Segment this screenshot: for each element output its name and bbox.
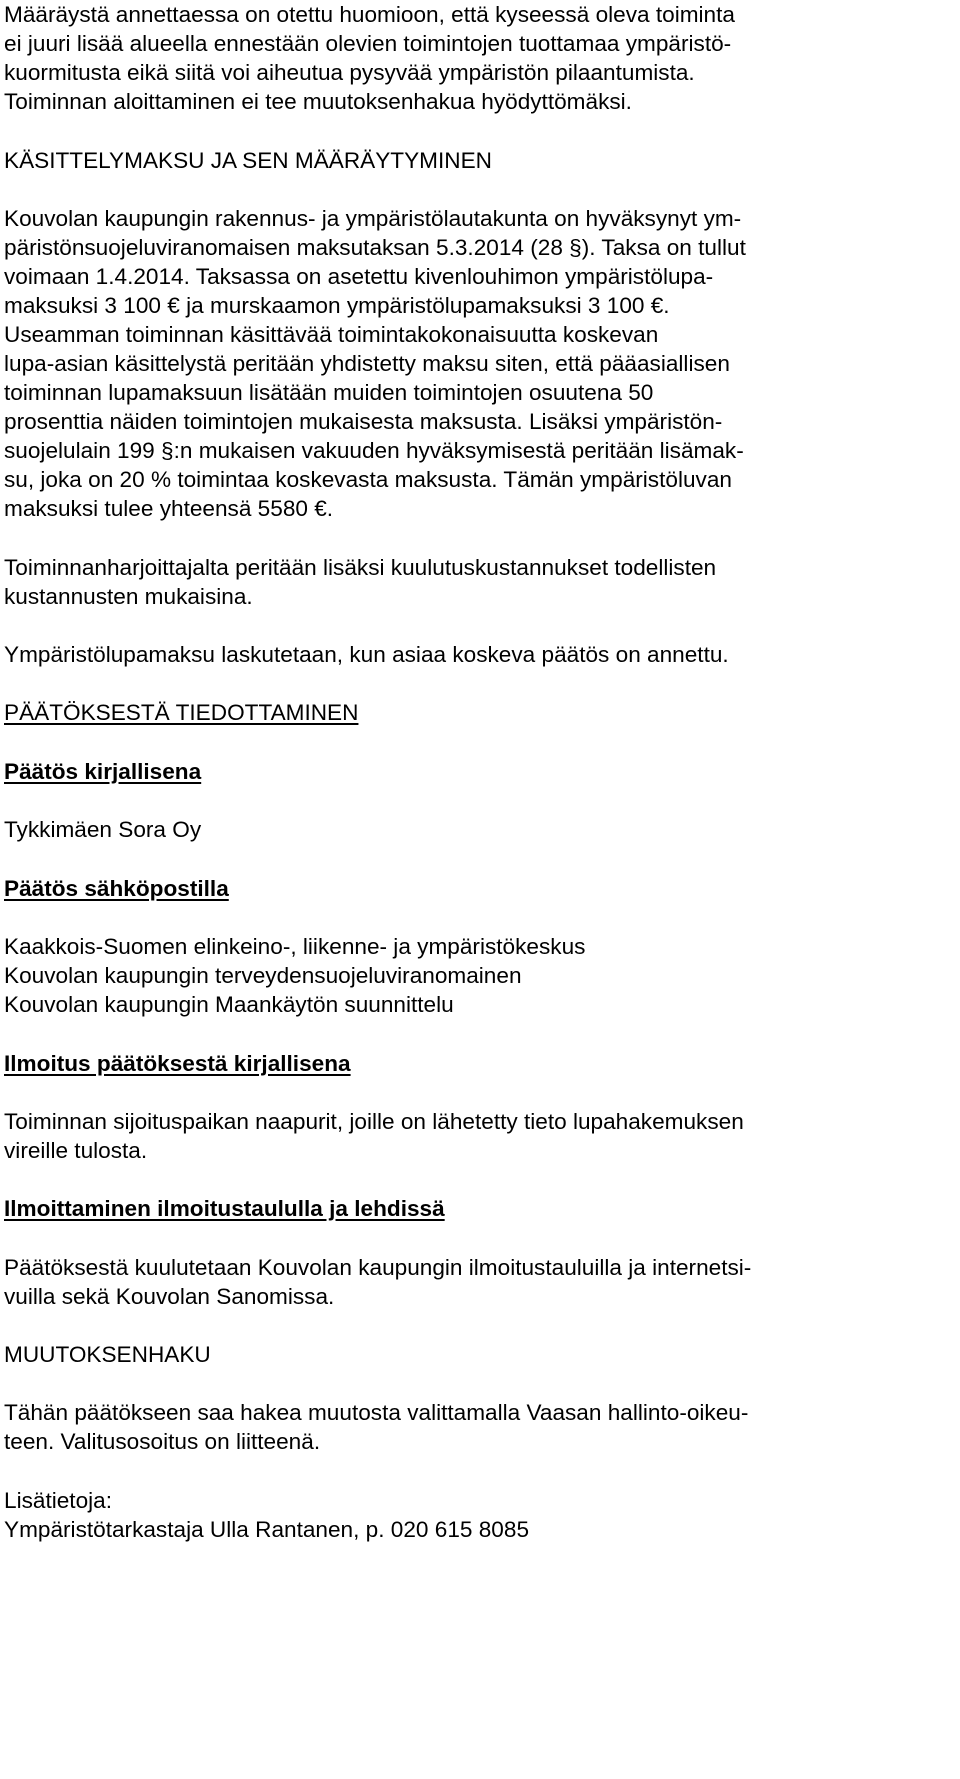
text-line: teen. Valitusosoitus on liitteenä. xyxy=(4,1429,321,1454)
text-line: Toiminnan aloittaminen ei tee muutoksenhakua hyödyttömäksi. xyxy=(4,89,632,114)
email-decision-recipients xyxy=(4,932,952,1019)
written-notice-heading xyxy=(4,1049,952,1078)
appeal-heading-text: MUUTOKSENHAKU xyxy=(4,1342,211,1367)
invoicing-paragraph xyxy=(4,640,952,669)
notice-heading-text: PÄÄTÖKSESTÄ TIEDOTTAMINEN xyxy=(4,700,359,725)
notice-heading xyxy=(4,698,952,727)
board-notice-paragraph xyxy=(4,1253,952,1311)
text-line: ei juuri lisää alueella ennestään olevien toimintojen tuottamaa ympäristö- xyxy=(4,31,732,56)
recipient-line: Kouvolan kaupungin Maankäytön suunnittelu xyxy=(4,992,454,1017)
written-notice-paragraph xyxy=(4,1107,952,1165)
contact-block xyxy=(4,1486,952,1544)
text-line: vuilla sekä Kouvolan Sanomissa. xyxy=(4,1284,335,1309)
intro-paragraph xyxy=(4,0,952,116)
fee-heading-text: KÄSITTELYMAKSU JA SEN MÄÄRÄYTYMINEN xyxy=(4,148,492,173)
text-line: Kouvolan kaupungin rakennus- ja ympäristölautakunta on hyväksynyt ym- xyxy=(4,206,742,231)
appeal-heading xyxy=(4,1340,952,1369)
contact-person: Ympäristötarkastaja Ulla Rantanen, p. 020 615 8085 xyxy=(4,1517,530,1542)
text-line: maksuksi tulee yhteensä 5580 €. xyxy=(4,496,334,521)
text-line: Useamman toiminnan käsittävää toimintakokonaisuutta koskevan xyxy=(4,322,659,347)
recipient-text: Tykkimäen Sora Oy xyxy=(4,817,202,842)
text-line: su, joka on 20 % toimintaa koskevasta maksusta. Tämän ympäristöluvan xyxy=(4,467,732,492)
appeal-paragraph xyxy=(4,1398,952,1456)
text-line: voimaan 1.4.2014. Taksassa on asetettu kivenlouhimon ympäristölupa- xyxy=(4,264,714,289)
text-line: suojelulain 199 §:n mukaisen vakuuden hyväksymisestä peritään lisämak- xyxy=(4,438,744,463)
recipient-line: Kaakkois-Suomen elinkeino-, liikenne- ja ympäristökeskus xyxy=(4,934,586,959)
text-line: päristönsuojeluviranomaisen maksutaksan 5.3.2014 (28 §). Taksa on tullut xyxy=(4,235,746,260)
text-line: Päätöksestä kuulutetaan Kouvolan kaupungin ilmoitustauluilla ja internetsi- xyxy=(4,1255,752,1280)
fee-heading xyxy=(4,146,952,175)
recipient-line: Kouvolan kaupungin terveydensuojeluviranomainen xyxy=(4,963,522,988)
board-notice-heading-text: Ilmoittaminen ilmoitustaululla ja lehdissä xyxy=(4,1196,445,1221)
written-decision-heading xyxy=(4,757,952,786)
email-decision-heading xyxy=(4,874,952,903)
text-line: kuormitusta eikä siitä voi aiheutua pysyvää ympäristön pilaantumista. xyxy=(4,60,695,85)
text-line: Tähän päätökseen saa hakea muutosta valittamalla Vaasan hallinto-oikeu- xyxy=(4,1400,749,1425)
text-line: Ympäristölupamaksu laskutetaan, kun asiaa koskeva päätös on annettu. xyxy=(4,642,729,667)
written-decision-heading-text: Päätös kirjallisena xyxy=(4,759,202,784)
text-line: vireille tulosta. xyxy=(4,1138,148,1163)
text-line: maksuksi 3 100 € ja murskaamon ympäristölupamaksuksi 3 100 €. xyxy=(4,293,670,318)
email-decision-heading-text: Päätös sähköpostilla xyxy=(4,876,229,901)
board-notice-heading xyxy=(4,1194,952,1223)
written-notice-heading-text: Ilmoitus päätöksestä kirjallisena xyxy=(4,1051,351,1076)
text-line: lupa-asian käsittelystä peritään yhdistetty maksu siten, että pääasiallisen xyxy=(4,351,730,376)
written-decision-recipient xyxy=(4,815,952,844)
contact-label: Lisätietoja: xyxy=(4,1488,113,1513)
text-line: Toiminnanharjoittajalta peritään lisäksi kuulutuskustannukset todellisten xyxy=(4,555,717,580)
fee-paragraph xyxy=(4,204,952,523)
text-line: prosenttia näiden toimintojen mukaisesta maksusta. Lisäksi ympäristön- xyxy=(4,409,723,434)
text-line: Toiminnan sijoituspaikan naapurit, joille on lähetetty tieto lupahakemuksen xyxy=(4,1109,744,1134)
text-line: toiminnan lupamaksuun lisätään muiden toimintojen osuutena 50 xyxy=(4,380,654,405)
announcement-cost-paragraph xyxy=(4,553,952,611)
text-line: kustannusten mukaisina. xyxy=(4,584,253,609)
text-line: Määräystä annettaessa on otettu huomioon, että kyseessä oleva toiminta xyxy=(4,2,735,27)
